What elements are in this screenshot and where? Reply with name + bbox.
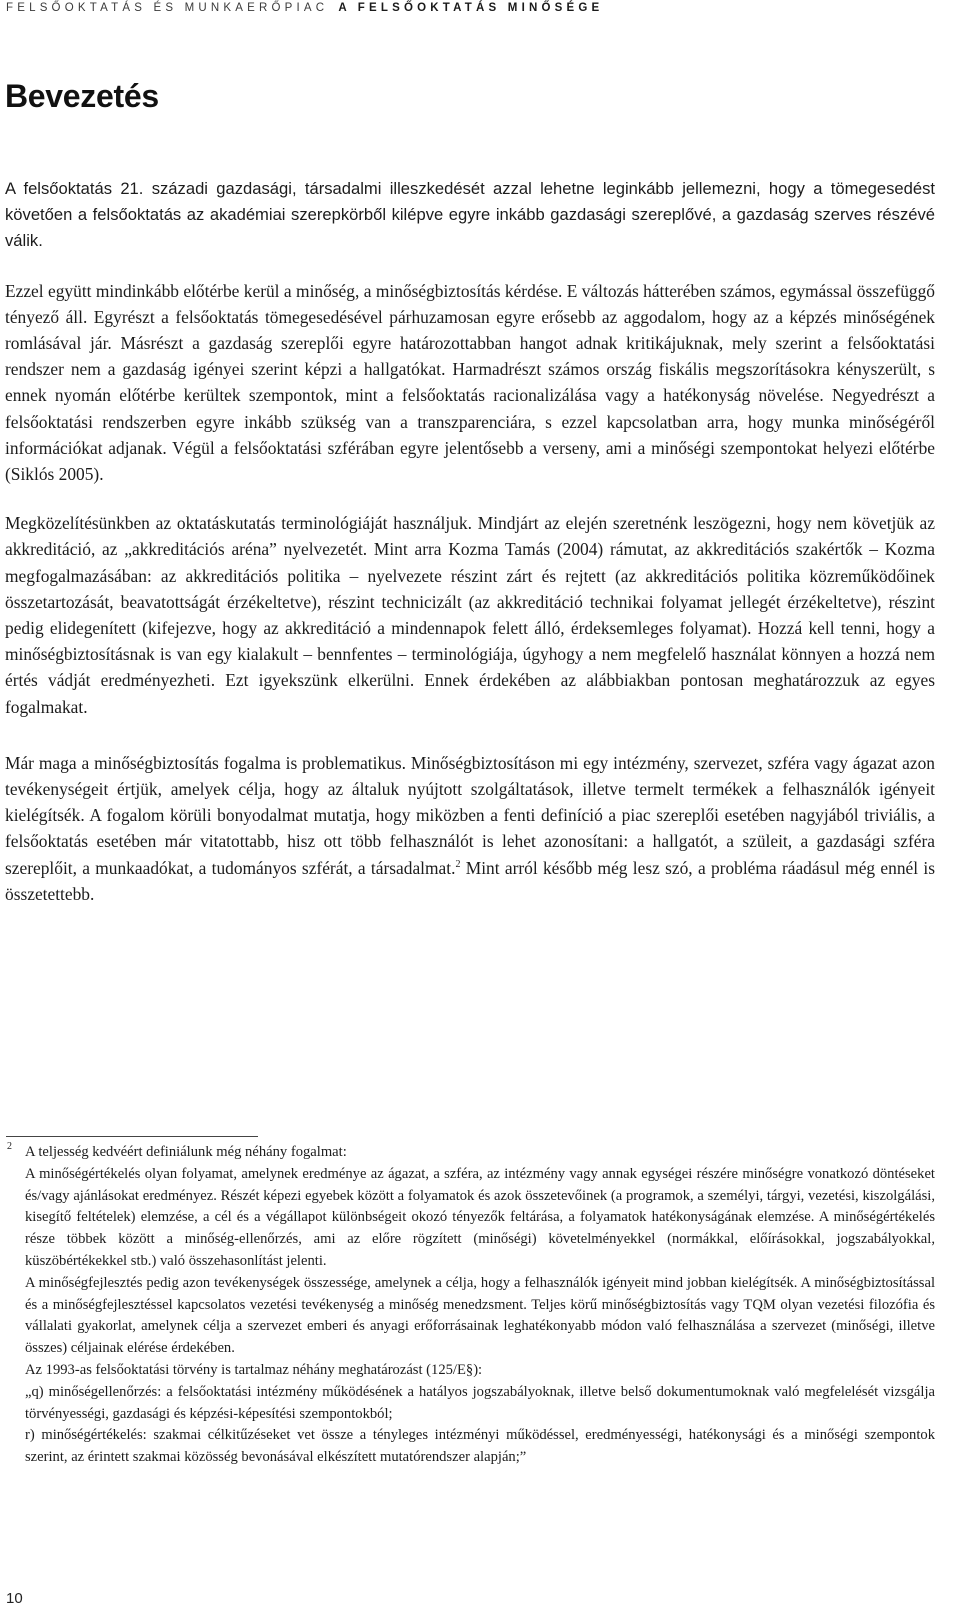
footnote-marker: 2 — [7, 1141, 12, 1152]
running-header-section: FELSŐOKTATÁS ÉS MUNKAERŐPIAC — [6, 2, 329, 14]
footnote-line: Az 1993-as felsőoktatási törvény is tartalmaz néhány meghatározást (125/E§): — [25, 1361, 483, 1378]
footnote-line: A minőségértékelés olyan folyamat, amelynek eredménye az ágazat, a szféra, az intézmény vagy annak egységei részére minőségre vonatkozó döntéseket és/vagy ajánlásokat eredményez. Részét képezi egyebek között a folyamatok és azok összetevőinek (a programok, a személyi, tárgyi, vezetési, kiszolgálási, kisegítő feltételek) elemzése, a cél és a végállapot különbségeit okozó tényezők feltárása, a folyamatok hatékonyságának elemzése. A minőségértékelés része többek között a minőség-ellenőrzés, ami az előre rögzített (minőségi) követelményekkel (normákkal, előírásokkal, jogszabályokkal, küszöbértékekkel stb.) való összehasonlítást jelenti. — [25, 1165, 935, 1269]
paragraph-qa-text-2: Mint arról később még lesz szó, a probléma ráadásul még ennél is összetettebb. — [5, 857, 935, 904]
footnote-divider — [6, 1136, 258, 1137]
page-number: 10 — [6, 1590, 23, 1607]
paragraph-quality-assurance-concept — [5, 750, 935, 907]
running-header — [6, 2, 603, 14]
chapter-title: Bevezetés — [5, 78, 159, 114]
footnote — [7, 1142, 935, 1469]
footnote-line: r) minőségértékelés: szakmai célkitűzéseket vet össze a tényleges intézményi működéssel, eredményességi, hatékonysági és a minőségi szempontok szerint, az érintett szakmai közösség bevonásával elkészített mutatórendszer alapján;” — [25, 1427, 935, 1466]
paragraph-intro: A felsőoktatás 21. századi gazdasági, társadalmi illeszkedését azzal lehetne leginkább jellemezni, hogy a tömegesedést követően a felsőoktatás az akadémiai szerepkörből kilépve egyre inkább gazdasági szereplővé, a gazdaság szerves részévé válik. — [5, 179, 935, 251]
running-header-subsection: A FELSŐOKTATÁS MINŐSÉGE — [338, 2, 604, 14]
paragraph-quality-factors: Ezzel együtt mindinkább előtérbe kerül a minőség, a minőségbiztosítás kérdése. E változás hátterében számos, egymással összefüggő tényező áll. Egyrészt a felsőoktatás tömegesedésével párhuzamosan egyre erősebb az aggodalom, hogy az a képzés minőségének romlásával jár. Másrészt a gazdaság szereplői egyre határozottabban hangot adnak kritikájuknak, mely szerint a felsőoktatási rendszer nem a gazdaság igényei szerint képzi a hallgatókat. Harmadrészt számos ország fiskális megszorításokra kényszerült, s ennek nyomán előtérbe kerültek szempontok, mint a felsőoktatás racionalizálása vagy a hatékonyság növelése. Negyedrészt a felsőoktatási rendszerben egyre inkább szükség van a transzparenciára, s ezzel kapcsolatban arra, hogy munka minőségéről információkat adjanak. Végül a felsőoktatási szférában egyre jelentősebb a verseny, ami a minőségi szempontokat helyezi előtérbe (Siklós 2005). — [5, 280, 935, 485]
footnote-line: A minőségfejlesztés pedig azon tevékenységek összessége, amelynek a célja, hogy a felhasználók igényeit mind jobban kielégítsék. A minőségbiztosítással és a minőségfejlesztéssel kapcsolatos vezetési tevékenység a minőség menedzsment. Teljes körű minőségbiztosítás vagy TQM olyan vezetési filozófia és vállalati gyakorlat, amelynek célja a szervezet emberi és anyagi erőforrásainak leghatékonyabb módon való felhasználása a szervezet (minőségi, illetve összes) céljainak elérése érdekében. — [25, 1274, 935, 1357]
body-text — [5, 176, 935, 930]
paragraph-qa-text-1: Már maga a minőségbiztosítás fogalma is problematikus. Minőségbiztosításon mi egy intézmény, szervezet, szféra vagy ágazat azon tevékenységeit értjük, amelyek célja, hogy az általuk nyújtott szolgáltatások, illetve termelt termékek a felhasználók igényeit kielégítsék. A fogalom körüli bonyodalmat mutatja, hogy miközben a fenti definíció a piac szereplői esetében nagyjából triviális, a felsőoktatás esetében már vitatottabb, hisz ott több felhasználót is lehet azonosítani: a hallgatót, a szüleit, a gazdasági szféra szereplőit, a munkaadókat, a tudományos szférát, a társadalmat. — [5, 752, 935, 878]
footnote-line: „q) minőségellenőrzés: a felsőoktatási intézmény működésének a hatályos jogszabályoknak, illetve belső dokumentumoknak való megfelelését vizsgálja törvényességi, gazdasági és képzési-képesítési szempontokból; — [25, 1383, 935, 1422]
footnote-reference: 2 — [455, 858, 461, 870]
footnote-line: A teljesség kedvéért definiálunk még néhány fogalmat: — [25, 1144, 347, 1160]
paragraph-terminology: Megközelítésünkben az oktatáskutatás terminológiáját használjuk. Mindjárt az elején szeretnénk leszögezni, hogy nem követjük az akkreditáció, az „akkreditációs aréna” nyelvezetét. Mint arra Kozma Tamás (2004) rámutat, az akkreditációs szakértők – Kozma megfogalmazásában: az akkreditációs politika – nyelvezete részint zárt és rejtett (az akkreditációs politika közreműködőinek összetartozását, beavatottságát érzékeltetve), részint technicizált (az akkreditáció technikai folyamat jellegét érzékeltetve), részint pedig elidegenített (kifejezve, hogy az akkreditáció a mindennapok felett álló, érdeksemleges folyamat). Hozzá kell tenni, hogy a minőségbiztosításnak is van egy kialakult – bennfentes – terminológiája, úgyhogy a nem megfelelő használat könnyen a hozzá nem értés vádját eredményezheti. Ezt igyekszünk elkerülni. Ennek érdekében az alábbiakban pontosan meghatározzuk az egyes fogalmakat. — [5, 513, 935, 717]
